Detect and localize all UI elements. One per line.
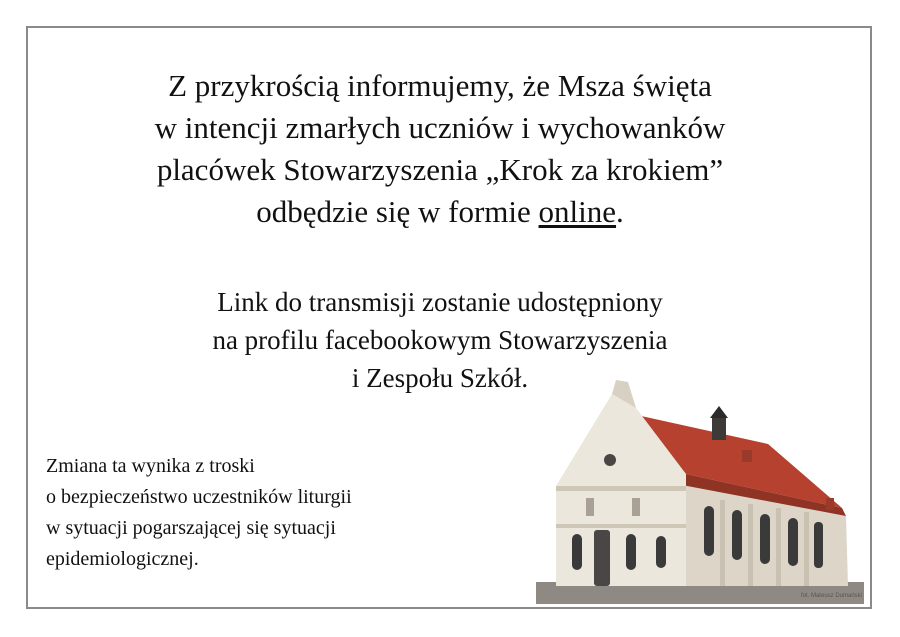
nave-window [814, 522, 823, 568]
roof-ornament [742, 450, 752, 462]
bell-turret [712, 418, 726, 440]
facade-niche [632, 498, 640, 516]
roof-ornament [826, 498, 834, 510]
link-info-line-2: na profilu facebookowym Stowarzyszenia [212, 325, 668, 355]
nave-window [788, 518, 798, 566]
photo-credit: fot. Mateusz Dumański [800, 593, 862, 599]
pilaster [776, 508, 781, 586]
facade-window [656, 536, 666, 568]
turret-roof [710, 406, 728, 418]
cornice-lower [556, 524, 686, 528]
headline-line-4 [60, 191, 820, 233]
facade-window [572, 534, 582, 570]
pilaster [804, 512, 809, 586]
rose-window [604, 454, 616, 466]
facade-niche [586, 498, 594, 516]
facade-window [626, 534, 636, 570]
nave-window [760, 514, 770, 564]
pilaster [748, 504, 753, 586]
reason-line-1: Zmiana ta wynika z troski [46, 455, 255, 477]
church-photo [536, 374, 864, 604]
cornice [556, 486, 686, 491]
online-emphasis: online [538, 194, 617, 229]
reason-line-4: epidemiologicznej. [46, 548, 199, 570]
pilaster [720, 500, 725, 586]
headline-line-4-start: odbędzie się w formie [256, 194, 539, 229]
link-info-line-1: Link do transmisji zostanie udostępniony [217, 287, 663, 317]
reason-paragraph [46, 451, 516, 575]
nave-window [732, 510, 742, 560]
headline-line-4-end: . [616, 194, 624, 229]
nave-window [704, 506, 714, 556]
facade-door [594, 530, 610, 586]
reason-line-2: o bezpieczeństwo uczestników liturgii [46, 486, 352, 508]
link-info-line-3: i Zespołu Szkół. [351, 363, 529, 393]
headline [60, 65, 820, 233]
headline-line-1: Z przykrością informujemy, że Msza święta [168, 68, 712, 103]
reason-line-3: w sytuacji pogarszającej się sytuacji [46, 517, 336, 539]
headline-line-3: placówek Stowarzyszenia „Krok za krokiem” [156, 152, 724, 187]
headline-line-2: w intencji zmarłych uczniów i wychowanków [154, 110, 726, 145]
